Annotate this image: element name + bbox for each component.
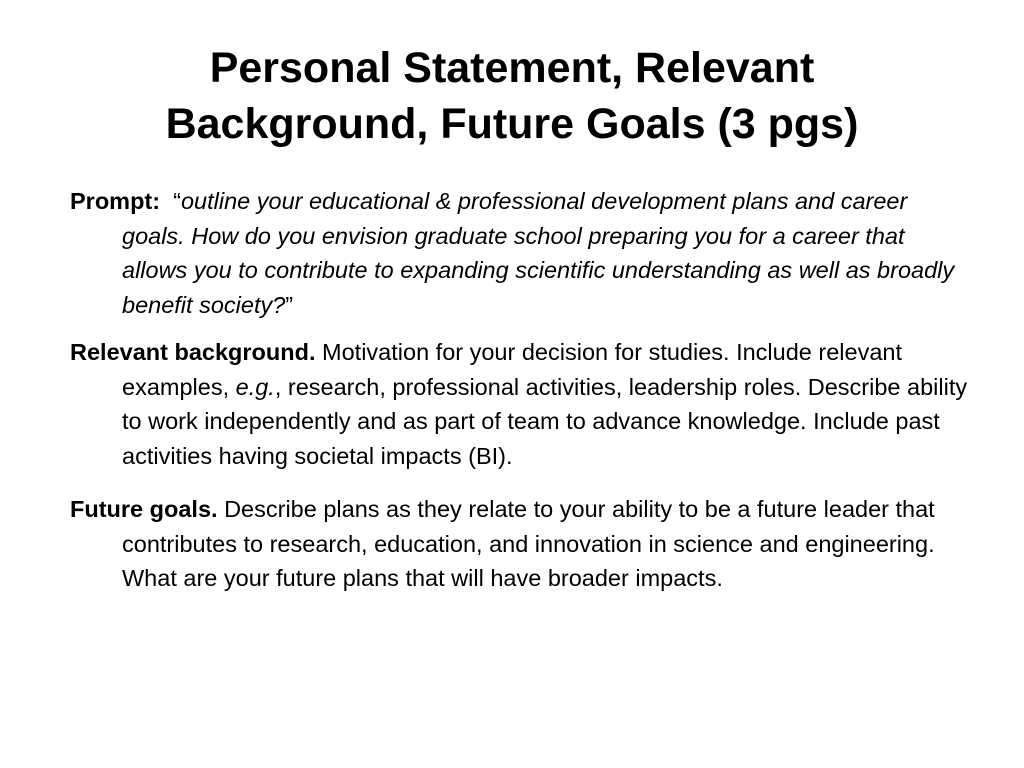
relevant-background-label: Relevant background. (70, 339, 316, 365)
future-goals-text: Describe plans as they relate to your ability to be a future leader that contributes to research, education, and innovation in science and engineering. What are your future plans that will have broader impacts. (122, 496, 935, 591)
prompt-label: Prompt: (70, 188, 161, 214)
relevant-background-eg: e.g. (235, 373, 275, 400)
prompt-paragraph (70, 184, 970, 322)
relevant-background-text-1: Motivation for your decision for studies. Include relevant examples, (122, 339, 902, 400)
future-goals-label: Future goals. (70, 496, 218, 522)
title-line-2: Background, Future Goals (3 pgs) (165, 100, 859, 148)
slide-title (0, 40, 1024, 152)
relevant-background-text-2: , research, professional activities, leadership roles. Describe ability to work independently and as part of team to advance knowledge. Include past activities having societal impacts (BI). (122, 373, 968, 469)
future-goals-paragraph (70, 492, 970, 596)
prompt-close-quote: ” (285, 291, 294, 318)
prompt-open-quote: “ (173, 188, 181, 214)
title-line-1: Personal Statement, Relevant (209, 44, 815, 92)
slide-body (70, 184, 970, 596)
prompt-text: outline your educational & professional development plans and career goals. How do you envision graduate school preparing you for a career that allows you to contribute to expanding scientific understanding as well as broadly benefit society? (122, 188, 955, 318)
relevant-background-paragraph (70, 335, 970, 473)
